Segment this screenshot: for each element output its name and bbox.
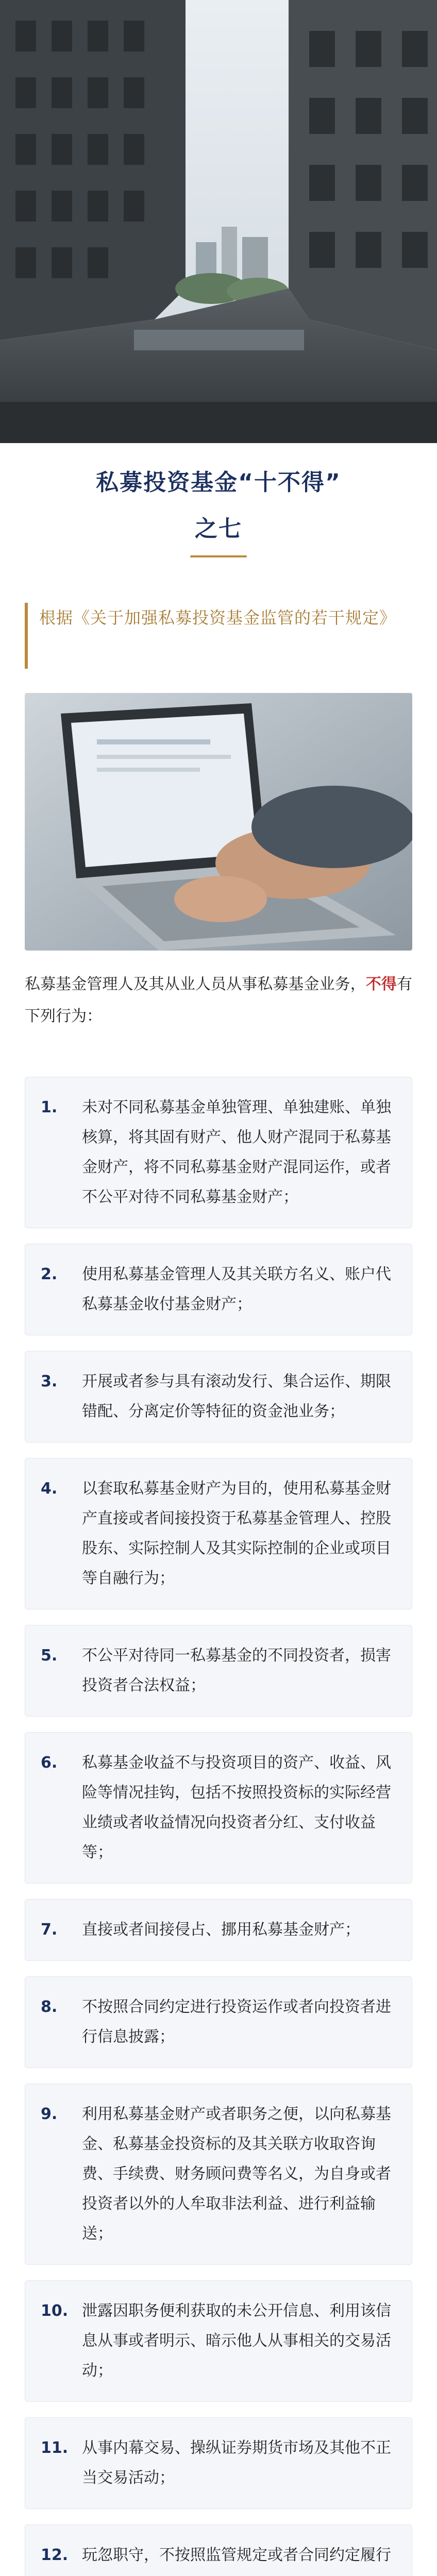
- item-text: 开展或者参与具有滚动发行、集合运作、期限错配、分离定价等特征的资金池业务；: [82, 1372, 391, 1420]
- intro-text-after: 有下列行为：: [25, 975, 413, 1025]
- regulation-basis: 根据《关于加强私募投资基金监管的若干规定》: [25, 603, 412, 669]
- item-number: 11.: [41, 2439, 69, 2457]
- list-item: [25, 1351, 412, 1443]
- item-text: 未对不同私募基金单独管理、单独建账、单独核算，将其固有财产、他人财产混同于私募基金财产，将不同私募基金财产混同运作，或者不公平对待不同私募基金财产；: [82, 1098, 391, 1206]
- prohibited-acts-list: [25, 1077, 412, 2576]
- hero-image: [0, 0, 437, 443]
- item-number: 10.: [41, 2302, 69, 2320]
- intro-text-before: 私募基金管理人及其从业人员从事私募基金业务，: [25, 975, 366, 993]
- list-item: [25, 1976, 412, 2068]
- item-text: 使用私募基金管理人及其关联方名义、账户代私募基金收付基金财产；: [82, 1265, 391, 1313]
- item-number: 1.: [41, 1098, 58, 1116]
- list-item: [25, 1077, 412, 1228]
- list-item: [25, 1899, 412, 1961]
- list-item: [25, 1244, 412, 1335]
- item-text: 从事内幕交易、操纵证券期货市场及其他不正当交易活动；: [82, 2439, 391, 2487]
- item-number: 4.: [41, 1480, 58, 1498]
- item-number: 7.: [41, 1921, 58, 1939]
- building-courtyard-illustration: [0, 0, 437, 443]
- list-item: [25, 2280, 412, 2402]
- laptop-typing-image: [25, 693, 412, 951]
- title-main: 私募投资基金“十不得”: [96, 469, 341, 496]
- item-number: 8.: [41, 1998, 58, 2016]
- item-text: 直接或者间接侵占、挪用私募基金财产；: [82, 1921, 360, 1939]
- list-item: [25, 2083, 412, 2265]
- list-item: [25, 1625, 412, 1717]
- item-number: 12.: [41, 2546, 69, 2564]
- intro-paragraph: [25, 969, 412, 1032]
- item-number: 6.: [41, 1754, 58, 1772]
- item-number: 3.: [41, 1372, 58, 1391]
- item-text: 利用私募基金财产或者职务之便，以向私募基金、私募基金投资标的及其关联方收取咨询费、手续费、财务顾问费等名义，为自身或者投资者以外的人牟取非法利益、进行利益输送；: [82, 2105, 391, 2243]
- item-number: 2.: [41, 1265, 58, 1283]
- list-item: [25, 2417, 412, 2509]
- item-text: 泄露因职务便利获取的未公开信息、利用该信息从事或者明示、暗示他人从事相关的交易活动；: [82, 2302, 391, 2380]
- item-text: 不按照合同约定进行投资运作或者向投资者进行信息披露；: [82, 1998, 391, 2046]
- item-text: 不公平对待同一私募基金的不同投资者，损害投资者合法权益；: [82, 1647, 391, 1694]
- laptop-illustration: [25, 693, 412, 951]
- list-item: [25, 1458, 412, 1609]
- article-title: [0, 453, 437, 557]
- item-number: 5.: [41, 1647, 58, 1665]
- title-divider: [190, 555, 247, 557]
- item-number: 9.: [41, 2105, 58, 2123]
- list-item: [25, 2524, 412, 2576]
- item-text: 以套取私募基金财产为目的，使用私募基金财产直接或者间接投资于私募基金管理人、控股股东、实际控制人及其实际控制的企业或项目等自融行为；: [82, 1480, 391, 1587]
- item-text: 玩忽职守，不按照监管规定或者合同约定履行: [82, 2546, 391, 2564]
- title-sub: 之七: [195, 516, 242, 542]
- item-text: 私募基金收益不与投资项目的资产、收益、风险等情况挂钩，包括不按照投资标的实际经营业绩或者收益情况向投资者分红、支付收益等；: [82, 1754, 391, 1861]
- intro-highlight: 不得: [365, 975, 397, 993]
- list-item: [25, 1732, 412, 1884]
